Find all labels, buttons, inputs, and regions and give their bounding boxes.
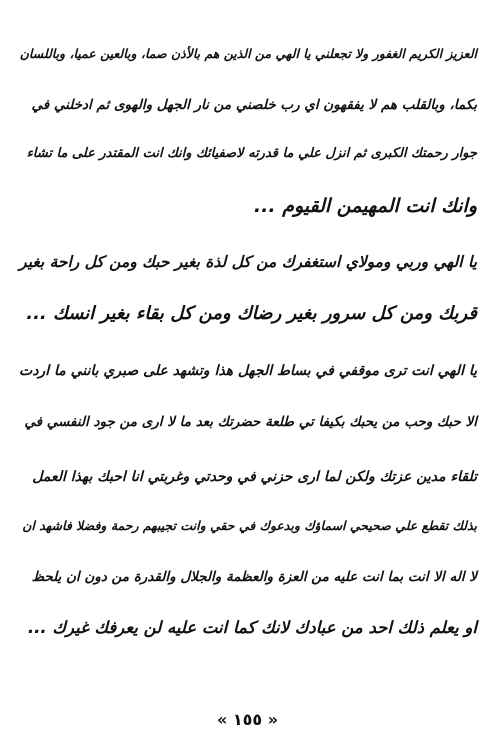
text-line-10: بذلك تقطع علي صحيحي اسماؤك وبدعوك في حقي وانت تجيبهم رحمة وفضلا فاشهد ان: [22, 518, 477, 533]
text-line-1: العزيز الكريم الغفور ولا تجعلني يا الهي من الذين هم بالأذن صما، وبالعين عميا، وباللسان: [19, 46, 477, 61]
text-line-12: او يعلم ذلك احد من عبادك لانك كما انت عليه لن يعرفك غيرك ...: [27, 618, 477, 637]
text-line-9: تلقاء مدين عزتك ولكن لما ارى حزني في وحدتي وغربتي انا احبك بهذا العمل: [32, 469, 477, 485]
text-line-5: يا الهي وربي ومولاي استغفرك من كل لذة بغير حبك ومن كل راحة بغير: [19, 253, 477, 271]
page-number: « ١٥٥ »: [216, 710, 279, 729]
text-line-4: وانك انت المهيمن القيوم ...: [253, 195, 477, 217]
text-line-11: لا اله الا انت بما انت عليه من العزة والعظمة والجلال والقدرة من دون ان يلحظ: [31, 569, 477, 585]
text-line-2: بكما، وبالقلب هم لا يفقهون اي رب خلصني من نار الجهل والهوى ثم ادخلني في: [31, 97, 477, 113]
text-line-8: الا حبك وحب من يحبك بكيفا تي طلعة حضرتك بعد ما لا ارى من جود النفسي في: [24, 414, 477, 430]
text-line-3: جوار رحمتك الكبرى ثم انزل علي ما قدرته لاصفيائك وانك انت المقتدر على ما تشاء: [26, 146, 477, 161]
text-line-6: قربك ومن كل سرور بغير رضاك ومن كل بقاء بغير انسك ...: [26, 303, 477, 324]
text-line-7: يا الهي انت ترى موقفي في بساط الجهل هذا وتشهد على صبري بانني ما اردت: [19, 363, 477, 379]
